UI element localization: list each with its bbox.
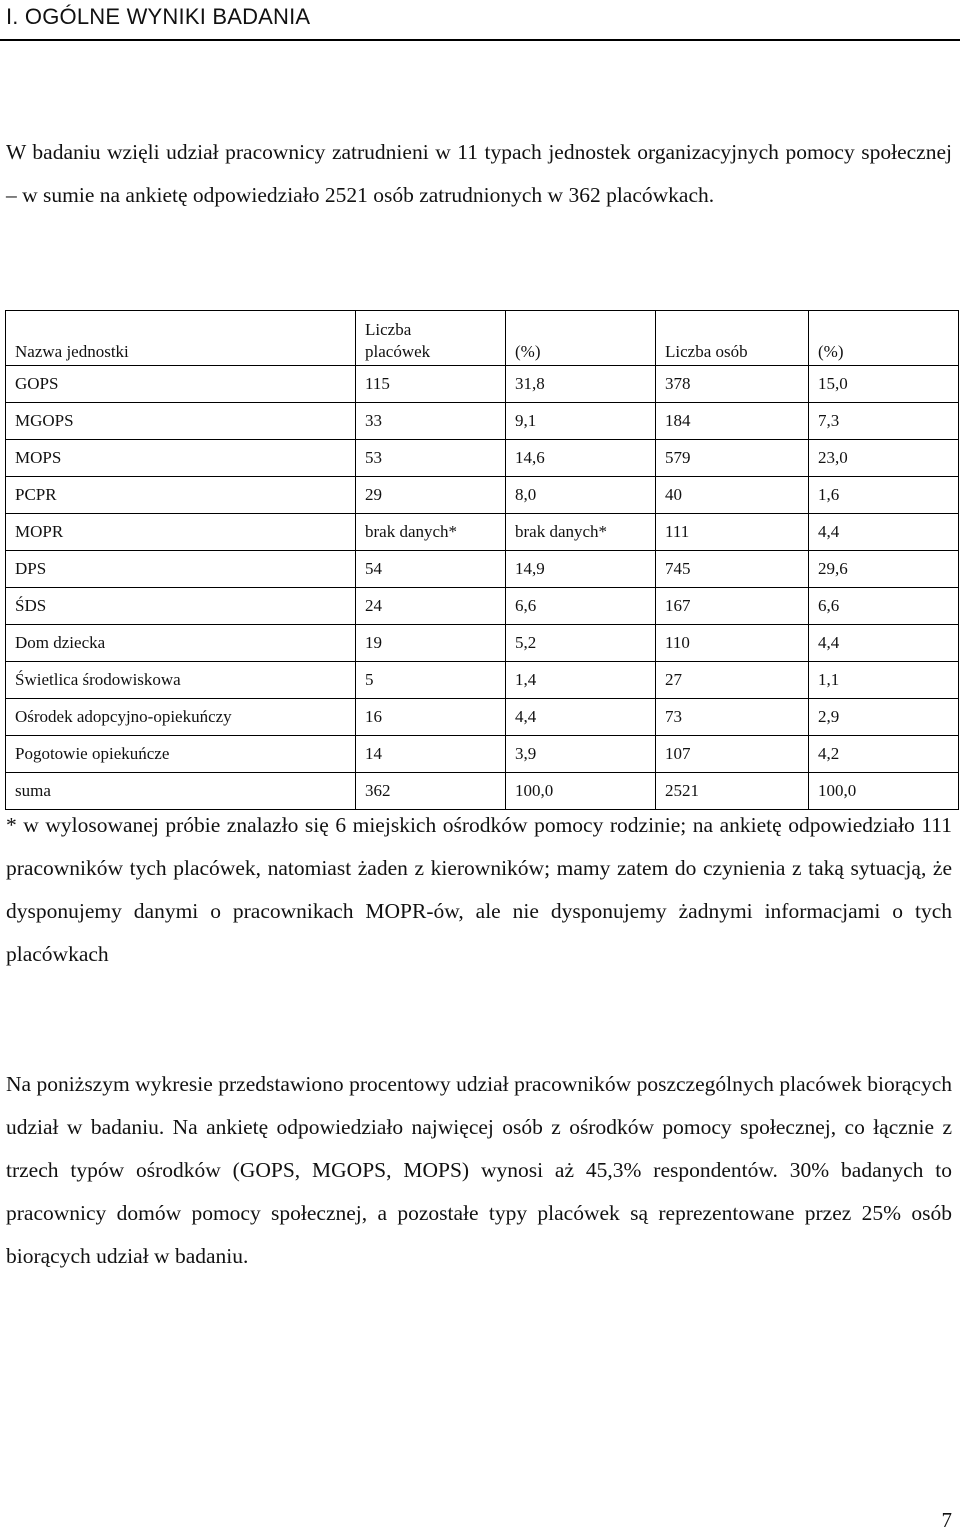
cell-people-percent: 2,9 (809, 699, 959, 736)
table-header-row (6, 311, 959, 366)
cell-people-percent: 4,4 (809, 514, 959, 551)
cell-facility-count: 362 (356, 773, 506, 810)
cell-people-count: 2521 (656, 773, 809, 810)
cell-people-percent: 15,0 (809, 366, 959, 403)
units-table (5, 310, 959, 810)
summary-paragraph: Na poniższym wykresie przedstawiono procentowy udział pracowników poszczególnych placówek biorących udział w badaniu. Na ankietę odpowiedziało najwięcej osób z ośrodków pomocy społecznej, co łącznie z trzech typów ośrodków (GOPS, MGOPS, MOPS) wynosi aż 45,3% respondentów. 30% badanych to pracownicy domów pomocy społecznej, a pozostałe typy placówek są reprezentowane przez 25% osób biorących udział w badaniu. (6, 1072, 952, 1268)
cell-people-count: 110 (656, 625, 809, 662)
cell-facility-count: 24 (356, 588, 506, 625)
header-unit-name: Nazwa jednostki (6, 311, 356, 366)
cell-people-percent: 100,0 (809, 773, 959, 810)
cell-facility-percent: 5,2 (506, 625, 656, 662)
cell-unit-name: MGOPS (6, 403, 356, 440)
cell-people-count: 378 (656, 366, 809, 403)
page-number: 7 (941, 1508, 952, 1532)
cell-facility-count: 33 (356, 403, 506, 440)
table-row (6, 588, 959, 625)
section-heading: I. OGÓLNE WYNIKI BADANIA (6, 4, 311, 29)
cell-people-count: 167 (656, 588, 809, 625)
header-facility-count-line2: placówek (365, 342, 431, 361)
cell-people-count: 111 (656, 514, 809, 551)
cell-facility-percent: 14,9 (506, 551, 656, 588)
cell-facility-count: 29 (356, 477, 506, 514)
cell-people-count: 745 (656, 551, 809, 588)
header-facility-count-line1: Liczba (365, 320, 412, 339)
cell-people-percent: 1,1 (809, 662, 959, 699)
cell-facility-count: 115 (356, 366, 506, 403)
cell-people-count: 184 (656, 403, 809, 440)
cell-people-percent: 7,3 (809, 403, 959, 440)
cell-people-percent: 4,2 (809, 736, 959, 773)
cell-facility-percent: 8,0 (506, 477, 656, 514)
table-row (6, 699, 959, 736)
cell-facility-percent: 3,9 (506, 736, 656, 773)
header-facility-percent: (%) (506, 311, 656, 366)
cell-facility-count: 54 (356, 551, 506, 588)
cell-facility-count: 19 (356, 625, 506, 662)
cell-facility-count: 5 (356, 662, 506, 699)
table-row (6, 440, 959, 477)
table-row (6, 366, 959, 403)
cell-facility-percent: 6,6 (506, 588, 656, 625)
cell-facility-percent: 31,8 (506, 366, 656, 403)
cell-facility-percent: 100,0 (506, 773, 656, 810)
cell-unit-name: ŚDS (6, 588, 356, 625)
header-people-count: Liczba osób (656, 311, 809, 366)
cell-facility-count: 14 (356, 736, 506, 773)
header-people-percent: (%) (809, 311, 959, 366)
cell-people-percent: 29,6 (809, 551, 959, 588)
cell-people-count: 40 (656, 477, 809, 514)
cell-people-count: 579 (656, 440, 809, 477)
cell-people-percent: 4,4 (809, 625, 959, 662)
cell-unit-name: GOPS (6, 366, 356, 403)
cell-facility-count: 53 (356, 440, 506, 477)
cell-unit-name: Świetlica środowiskowa (6, 662, 356, 699)
cell-unit-name: DPS (6, 551, 356, 588)
table-row (6, 625, 959, 662)
table-row (6, 514, 959, 551)
cell-unit-name: Ośrodek adopcyjno-opiekuńczy (6, 699, 356, 736)
cell-people-count: 73 (656, 699, 809, 736)
table-row (6, 551, 959, 588)
cell-people-count: 27 (656, 662, 809, 699)
intro-paragraph: W badaniu wzięli udział pracownicy zatrudnieni w 11 typach jednostek organizacyjnych pomocy społecznej – w sumie na ankietę odpowiedziało 2521 osób zatrudnionych w 362 placówkach. (6, 140, 952, 207)
cell-unit-name: MOPR (6, 514, 356, 551)
cell-people-percent: 23,0 (809, 440, 959, 477)
cell-facility-percent: brak danych* (506, 514, 656, 551)
header-facility-count (356, 311, 506, 366)
cell-people-count: 107 (656, 736, 809, 773)
heading-rule (0, 39, 960, 41)
table-row (6, 662, 959, 699)
table-row (6, 736, 959, 773)
footnote-paragraph: * w wylosowanej próbie znalazło się 6 miejskich ośrodków pomocy rodzinie; na ankietę odpowiedziało 111 pracowników tych placówek, natomiast żaden z kierowników; mamy zatem do czynienia z taką sytuacją, że dysponujemy danymi o pracownikach MOPR-ów, ale nie dysponujemy żadnymi informacjami o tych placówkach (6, 813, 952, 966)
cell-people-percent: 1,6 (809, 477, 959, 514)
cell-people-percent: 6,6 (809, 588, 959, 625)
cell-facility-percent: 9,1 (506, 403, 656, 440)
table-body (6, 366, 959, 810)
cell-unit-name: Dom dziecka (6, 625, 356, 662)
cell-unit-name: MOPS (6, 440, 356, 477)
table-row (6, 477, 959, 514)
cell-facility-count: 16 (356, 699, 506, 736)
cell-unit-name: PCPR (6, 477, 356, 514)
cell-facility-percent: 4,4 (506, 699, 656, 736)
cell-unit-name: Pogotowie opiekuńcze (6, 736, 356, 773)
cell-facility-percent: 14,6 (506, 440, 656, 477)
cell-unit-name: suma (6, 773, 356, 810)
table-row (6, 403, 959, 440)
cell-facility-percent: 1,4 (506, 662, 656, 699)
cell-facility-count: brak danych* (356, 514, 506, 551)
